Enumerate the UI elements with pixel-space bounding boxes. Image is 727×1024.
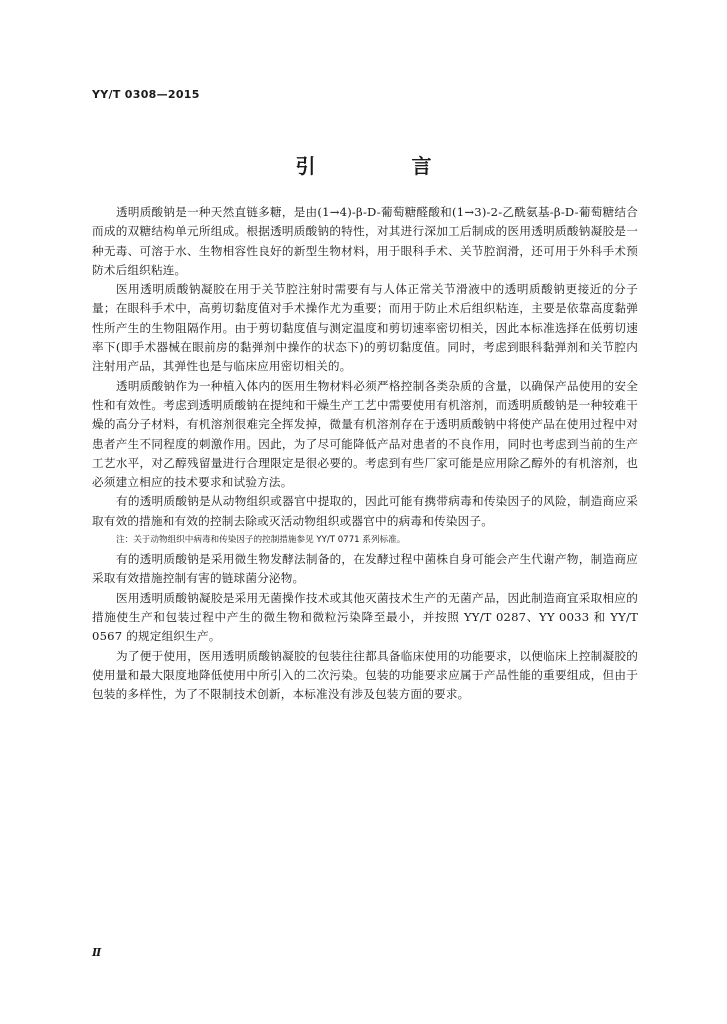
- paragraph-6: 医用透明质酸钠凝胶是采用无菌操作技术或其他灭菌技术生产的无菌产品，因此制造商宜采取相应的措施使生产和包装过程中产生的微生物和微粒污染降至最小，并按照 YY/T 0287、YY 0033 和 YY/T 0567 的规定组织生产。: [92, 590, 638, 644]
- paragraph-2: 医用透明质酸钠凝胶在用于关节腔注射时需要有与人体正常关节滑液中的透明质酸钠更接近的分子量；在眼科手术中，高剪切黏度值对手术操作尤为重要；而用于防止术后组织粘连，主要是依靠高度黏弹性所产生的生物阻隔作用。由于剪切黏度值与测定温度和剪切速率密切相关，因此本标准选择在低剪切速率下(即手术器械在眼前房的黏弹剂中操作的状态下)的剪切黏度值。同时，考虑到眼科黏弹剂和关节腔内注射用产品，其弹性也是与临床应用密切相关的。: [92, 282, 638, 374]
- page-number: Ⅱ: [92, 946, 102, 959]
- standard-number-header: YY/T 0308—2015: [92, 88, 200, 101]
- paragraph-3: 透明质酸钠作为一种植入体内的医用生物材料必须严格控制各类杂质的含量，以确保产品使用的安全性和有效性。考虑到透明质酸钠在提纯和干燥生产工艺中需要使用有机溶剂，而透明质酸钠是一种较难干燥的高分子材料，有机溶剂很难完全挥发掉，微量有机溶剂存在于透明质酸钠中将使产品在使用过程中对患者产生不同程度的刺激作用。因此，为了尽可能降低产品对患者的不良作用，同时也考虑到当前的生产工艺水平，对乙醇残留量进行合理限定是很必要的。考虑到有些厂家可能是应用除乙醇外的有机溶剂，也必须建立相应的技术要求和试验方法。: [92, 378, 638, 490]
- paragraph-4: 有的透明质酸钠是从动物组织或器官中提取的，因此可能有携带病毒和传染因子的风险，制造商应采取有效的措施和有效的控制去除或灭活动物组织或器官中的病毒和传染因子。: [92, 494, 638, 528]
- paragraph-7: 为了便于使用，医用透明质酸钠凝胶的包装往往都具备临床使用的功能要求，以便临床上控制凝胶的使用量和最大限度地降低使用中所引入的二次污染。包装的功能要求应属于产品性能的重要组成，但由于包装的多样性，为了不限制技术创新，本标准没有涉及包装方面的要求。: [92, 648, 638, 702]
- paragraph-1: 透明质酸钠是一种天然直链多糖，是由(1→4)-β-D-葡萄糖醛酸和(1→3)-2-乙酰氨基-β-D-葡萄糖结合而成的双糖结构单元所组成。根据透明质酸钠的特性，对其进行深加工后制成的医用透明质酸钠凝胶是一种无毒、可溶于水、生物相容性良好的新型生物材料，用于眼科手术、关节腔润滑，还可用于外科手术预防术后组织粘连。: [92, 205, 638, 277]
- section-title: 引 言: [295, 154, 470, 178]
- note: 注：关于动物组织中病毒和传染因子的控制措施参见 YY/T 0771 系列标准。: [116, 535, 406, 546]
- introduction-body: [92, 203, 638, 704]
- paragraph-5: 有的透明质酸钠是采用微生物发酵法制备的，在发酵过程中菌株自身可能会产生代谢产物，制造商应采取有效措施控制有害的链球菌分泌物。: [92, 552, 638, 586]
